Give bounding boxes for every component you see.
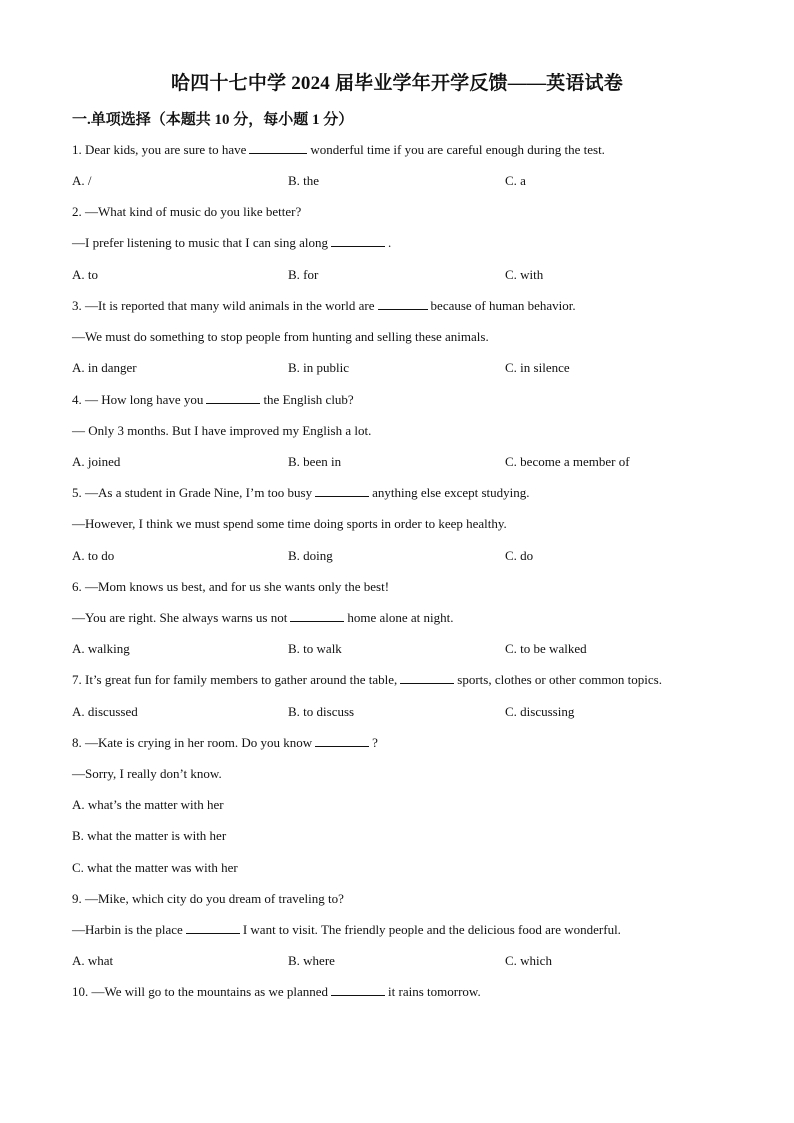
question-line [72,983,481,1001]
question-text: —Harbin is the place [72,922,183,937]
option-a: A. to [72,267,98,282]
option-c: C. to be walked [505,641,587,656]
option-c: C. in silence [505,360,570,375]
question-text: 9. —Mike, which city do you dream of traveling to? [72,891,344,906]
question-text: 1. Dear kids, you are sure to have [72,142,247,157]
question-text: 10. —We will go to the mountains as we planned [72,984,329,999]
question-text: wonderful time if you are careful enough during the test. [310,142,605,157]
section-heading: 一.单项选择（本题共 10 分，每小题 1 分） [72,112,354,128]
question-text: 8. —Kate is crying in her room. Do you know [72,735,313,750]
option-c: C. with [505,267,544,282]
question-text: —However, I think we must spend some time doing sports in order to keep healthy. [72,516,507,531]
question-line [72,890,344,908]
option-c: C. discussing [505,704,575,719]
question-line [72,391,354,409]
question-line [72,578,389,596]
question-line [72,671,662,689]
question-line [72,484,530,502]
option-b: B. to walk [288,641,342,656]
question-text: — Only 3 months. But I have improved my English a lot. [72,423,372,438]
question-line [72,765,222,783]
question-text: sports, clothes or other common topics. [457,672,662,687]
question-text: anything else except studying. [372,485,530,500]
question-text: 7. It’s great fun for family members to gather around the table, [72,672,398,687]
answer-blank [331,983,385,996]
question-line [72,422,371,440]
option-c: C. a [505,173,526,188]
option-a: A. / [72,173,92,188]
option-a: A. in danger [72,360,137,375]
question-line [72,234,391,252]
question-text: it rains tomorrow. [388,984,481,999]
option-c: C. what the matter was with her [72,860,238,875]
option-c: C. do [505,548,534,563]
option-b: B. been in [288,454,342,469]
answer-blank [331,234,385,247]
option-a: A. walking [72,641,130,656]
option-a: A. what [72,953,114,968]
option-b: B. the [288,173,320,188]
answer-blank [249,141,307,154]
question-line [72,734,378,752]
question-text: 5. —As a student in Grade Nine, I’m too busy [72,485,313,500]
question-line [72,609,453,627]
option-b: B. where [288,953,335,968]
question-line [72,141,605,159]
answer-blank [290,609,344,622]
option-b: B. to discuss [288,704,355,719]
question-text: the English club? [263,392,354,407]
option-c: C. become a member of [505,454,630,469]
answer-blank [315,734,369,747]
option-b: B. for [288,267,319,282]
question-text: 3. —It is reported that many wild animals in the world are [72,298,375,313]
answer-blank [206,391,260,404]
question-text: —Sorry, I really don’t know. [72,766,222,781]
option-a: A. what’s the matter with her [72,797,224,812]
option-b: B. in public [288,360,350,375]
question-text: —You are right. She always warns us not [72,610,288,625]
answer-blank [378,297,428,310]
question-text: home alone at night. [347,610,454,625]
question-text: . [387,235,392,250]
question-text: ? [372,735,378,750]
option-b: B. what the matter is with her [72,828,227,843]
question-text: 6. —Mom knows us best, and for us she wants only the best! [72,579,390,594]
question-line [72,515,507,533]
question-text: 4. — How long have you [72,392,204,407]
question-text: I want to visit. The friendly people and the delicious food are wonderful. [242,922,621,937]
question-line [72,328,489,346]
answer-blank [315,484,369,497]
question-line [72,921,621,939]
option-a: A. discussed [72,704,138,719]
question-text: —We must do something to stop people from hunting and selling these animals. [72,329,489,344]
question-line [72,203,301,221]
option-c: C. which [505,953,552,968]
question-line [72,297,576,315]
page-title: 哈四十七中学 2024 届毕业学年开学反馈——英语试卷 [171,73,623,94]
option-a: A. joined [72,454,121,469]
option-a: A. to do [72,548,115,563]
question-text: because of human behavior. [430,298,576,313]
answer-blank [186,921,240,934]
question-text: 2. —What kind of music do you like better? [72,204,302,219]
question-text: —I prefer listening to music that I can sing along [72,235,328,250]
answer-blank [400,671,454,684]
option-b: B. doing [288,548,333,563]
